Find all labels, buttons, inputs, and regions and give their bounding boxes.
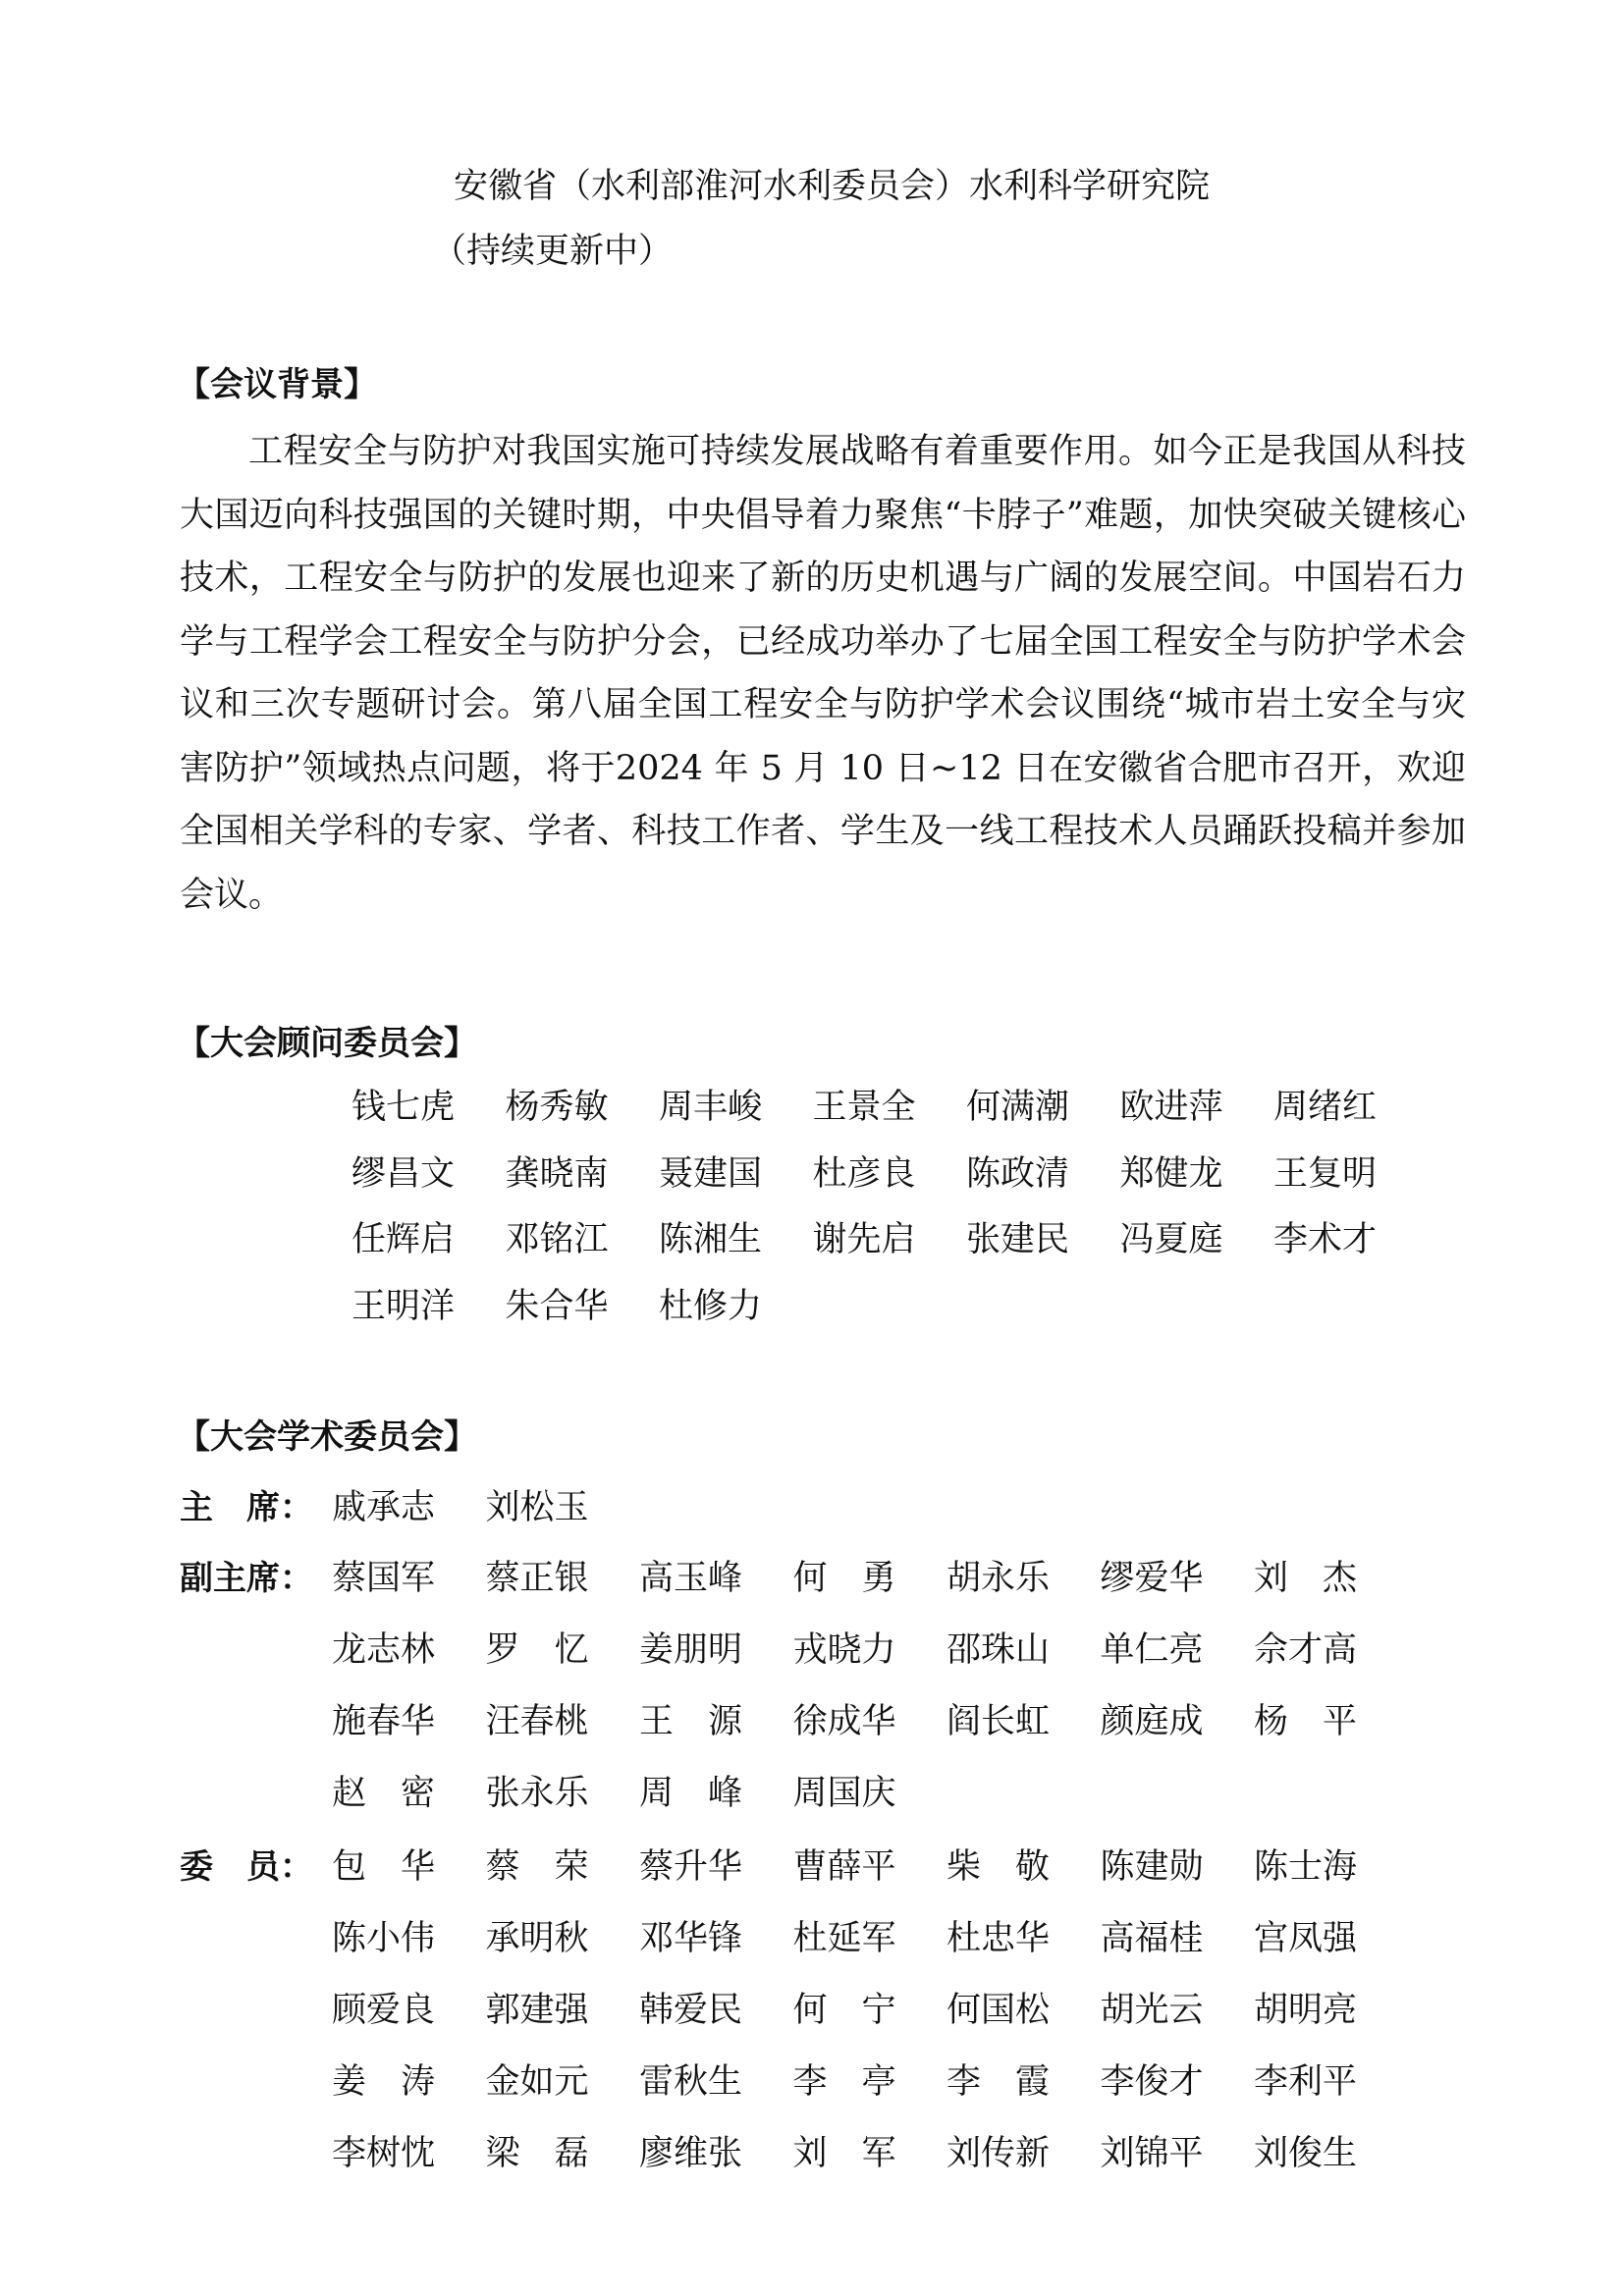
committee-member-name: 蔡 荣 <box>485 1847 589 1887</box>
committee-member-name: 王明洋 <box>352 1286 456 1326</box>
committee-member-name: 张永乐 <box>485 1774 589 1813</box>
committee-member-name: 廖维张 <box>639 2134 743 2173</box>
committee-member-name: 刘锦平 <box>1100 2134 1204 2173</box>
committee-member-name: 柴 敬 <box>947 1847 1051 1887</box>
committee-member-name: 冯夏庭 <box>1119 1220 1223 1259</box>
committee-member-name: 李树忱 <box>332 2134 436 2173</box>
committee-member-name: 杨 平 <box>1254 1702 1358 1741</box>
committee-member-name: 刘俊生 <box>1254 2134 1358 2173</box>
committee-member-name: 龙志林 <box>332 1630 436 1670</box>
institution-title: 安徽省（水利部淮河水利委员会）水利科学研究院 <box>454 167 1211 206</box>
committee-member-name: 谢先启 <box>812 1220 916 1259</box>
committee-member-name: 胡永乐 <box>947 1559 1051 1598</box>
committee-member-name: 王复明 <box>1273 1153 1378 1194</box>
committee-member-name: 宫凤强 <box>1254 1919 1358 1958</box>
committee-member-name: 施春华 <box>332 1702 436 1741</box>
committee-member-name: 何满潮 <box>966 1088 1070 1127</box>
committee-member-name: 顾爱良 <box>332 1991 436 2030</box>
committee-member-name: 郑健龙 <box>1119 1153 1223 1194</box>
update-status: （持续更新中） <box>432 232 674 271</box>
committee-member-name: 聂建国 <box>659 1153 763 1194</box>
committee-member-name: 承明秋 <box>485 1919 589 1958</box>
committee-member-name: 李利平 <box>1254 2062 1358 2102</box>
committee-member-name: 缪爱华 <box>1100 1559 1204 1598</box>
committee-member-name: 龚晓南 <box>505 1153 609 1194</box>
committee-member-name: 蔡升华 <box>639 1847 743 1887</box>
committee-member-name: 高福桂 <box>1100 1919 1204 1958</box>
committee-member-name: 王 源 <box>639 1702 743 1741</box>
academic-heading: 【大会学术委员会】 <box>177 1417 477 1457</box>
committee-member-name: 何国松 <box>947 1991 1051 2030</box>
committee-member-name: 杜彦良 <box>812 1153 916 1194</box>
committee-member-name: 徐成华 <box>792 1702 896 1741</box>
chair-label: 主 席： <box>180 1488 313 1527</box>
committee-member-name: 杜修力 <box>659 1286 763 1326</box>
committee-member-name: 李 亭 <box>792 2062 896 2102</box>
advisory-heading: 【大会顾问委员会】 <box>177 1024 477 1063</box>
committee-member-name: 刘传新 <box>947 2134 1051 2173</box>
committee-member-name: 陈湘生 <box>659 1220 763 1259</box>
committee-member-name: 陈士海 <box>1254 1847 1358 1887</box>
committee-member-name: 姜 涛 <box>332 2062 436 2102</box>
committee-member-name: 邓华锋 <box>639 1919 743 1958</box>
committee-member-name: 李 霞 <box>947 2062 1051 2102</box>
background-paragraph <box>180 420 1466 927</box>
committee-member-name: 陈建勋 <box>1100 1847 1204 1887</box>
committee-member-name: 杜延军 <box>792 1919 896 1958</box>
committee-member-name: 佘才高 <box>1254 1630 1358 1670</box>
committee-member-name: 杜忠华 <box>947 1919 1051 1958</box>
background-heading: 【会议背景】 <box>177 365 377 404</box>
member-label: 委 员： <box>180 1847 313 1887</box>
committee-member-name: 刘 军 <box>792 2134 896 2173</box>
committee-member-name: 阎长虹 <box>947 1702 1051 1741</box>
committee-member-name: 邓铭江 <box>505 1220 609 1259</box>
committee-member-name: 周丰峻 <box>659 1088 763 1127</box>
committee-member-name: 李术才 <box>1273 1220 1378 1259</box>
committee-member-name: 单仁亮 <box>1100 1630 1204 1670</box>
committee-member-name: 曹薛平 <box>792 1847 896 1887</box>
committee-member-name: 周国庆 <box>792 1774 896 1813</box>
committee-member-name: 郭建强 <box>485 1991 589 2030</box>
committee-member-name: 戎晓力 <box>792 1630 896 1670</box>
committee-member-name: 赵 密 <box>332 1774 436 1813</box>
vice-chair-label: 副主席： <box>180 1559 313 1598</box>
committee-member-name: 朱合华 <box>505 1286 609 1326</box>
committee-member-name: 姜朋明 <box>639 1630 743 1670</box>
committee-member-name: 王景全 <box>812 1088 916 1127</box>
committee-member-name: 张建民 <box>966 1220 1070 1259</box>
committee-member-name: 钱七虎 <box>352 1088 456 1127</box>
committee-member-name: 胡光云 <box>1100 1991 1204 2030</box>
committee-member-name: 李俊才 <box>1100 2062 1204 2102</box>
committee-member-name: 刘松玉 <box>485 1488 589 1527</box>
committee-member-name: 蔡国军 <box>332 1559 436 1598</box>
committee-member-name: 邵珠山 <box>947 1630 1051 1670</box>
committee-member-name: 任辉启 <box>352 1220 456 1259</box>
committee-member-name: 汪春桃 <box>485 1702 589 1741</box>
committee-member-name: 韩爱民 <box>639 1991 743 2030</box>
committee-member-name: 何 勇 <box>792 1559 896 1598</box>
committee-member-name: 高玉峰 <box>639 1559 743 1598</box>
committee-member-name: 刘 杰 <box>1254 1559 1358 1598</box>
committee-member-name: 欧进萍 <box>1119 1088 1223 1127</box>
committee-member-name: 杨秀敏 <box>505 1088 609 1127</box>
committee-member-name: 蔡正银 <box>485 1559 589 1598</box>
committee-member-name: 金如元 <box>485 2062 589 2102</box>
committee-member-name: 陈小伟 <box>332 1919 436 1958</box>
committee-member-name: 梁 磊 <box>485 2134 589 2173</box>
committee-member-name: 胡明亮 <box>1254 1991 1358 2030</box>
committee-member-name: 何 宁 <box>792 1991 896 2030</box>
committee-member-name: 戚承志 <box>332 1488 436 1527</box>
committee-member-name: 陈政清 <box>966 1153 1070 1194</box>
committee-member-name: 雷秋生 <box>639 2062 743 2102</box>
committee-member-name: 周绪红 <box>1273 1088 1378 1127</box>
committee-member-name: 包 华 <box>332 1847 436 1887</box>
committee-member-name: 缪昌文 <box>352 1153 456 1194</box>
committee-member-name: 颜庭成 <box>1100 1702 1204 1741</box>
background-text: 工程安全与防护对我国实施可持续发展战略有着重要作用。如今正是我国从科技大国迈向科技强国的关键时期，中央倡导着力聚焦“卡脖子”难题，加快突破关键核心技术，工程安全与防护的发展也迎来了新的历史机遇与广阔的发展空间。中国岩石力学与工程学会工程安全与防护分会，已经成功举办了七届全国工程安全与防护学术会议和三次专题研讨会。第八届全国工程安全与防护学术会议围绕“城市岩土安全与灾害防护”领域热点问题，将于2024 年 5 月 10 日~12 日在安徽省合肥市召开，欢迎全国相关学科的专家、学者、科技工作者、学生及一线工程技术人员踊跃投稿并参加会议。 <box>180 432 1466 915</box>
committee-member-name: 罗 忆 <box>485 1630 589 1670</box>
committee-member-name: 周 峰 <box>639 1774 743 1813</box>
